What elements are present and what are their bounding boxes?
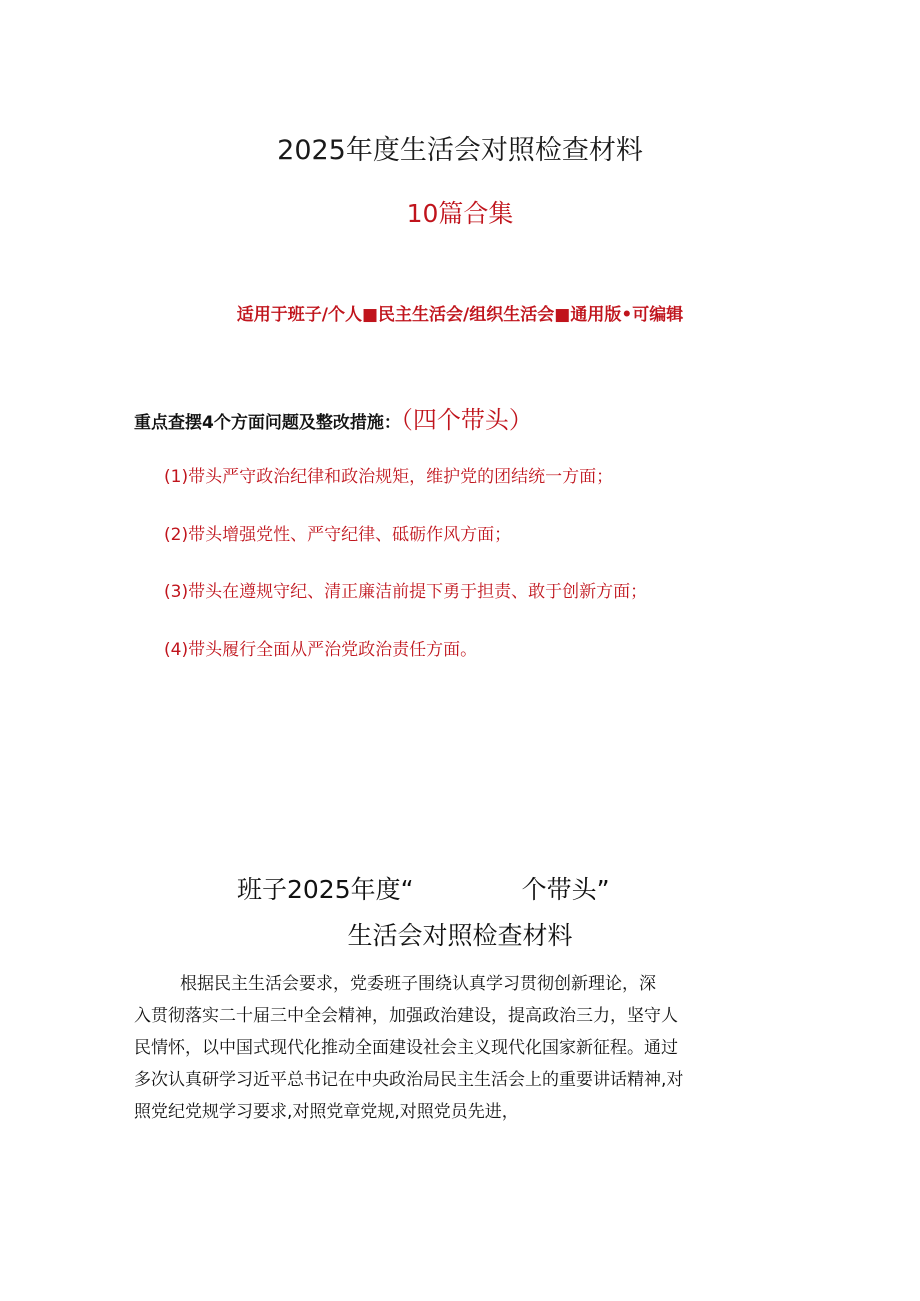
focus-item-4: (4)带头履行全面从严治党政治责任方面。 [164,640,478,660]
paragraph-line: 多次认真研学习近平总书记在中央政治局民主生活会上的重要讲话精神,对 [134,1070,684,1090]
article-heading-part1: 班子2025年度“ [237,875,414,904]
article-paragraph [134,968,794,1128]
document-title: 2025年度生活会对照检查材料 [277,135,643,166]
paragraph-line: 根据民主生活会要求，党委班子围绕认真学习贯彻创新理论，深 [180,974,656,994]
focus-item-1: (1)带头严守政治纪律和政治规矩，维护党的团结统一方面； [164,467,614,487]
focus-paren: （四个带头） [400,406,533,434]
article-heading-line2: 生活会对照检查材料 [347,921,573,950]
collection-subtitle: 10篇合集 [406,199,514,228]
focus-item-2: (2)带头增强党性、严守纪律、砥砺作风方面； [164,525,512,545]
article-heading-part2: 个带头” [521,875,610,904]
usage-tagline: 适用于班子/个人■民主生活会/组织生活会■通用版•可编辑 [236,305,684,325]
focus-label: 重点查摆4个方面问题及整改措施： [134,413,401,433]
focus-heading [134,400,533,435]
paragraph-line: 入贯彻落实二十届三中全会精神，加强政治建设，提高政治三力，坚守人 [134,1006,678,1026]
paragraph-line: 照党纪党规学习要求,对照党章党规,对照党员先进， [134,1102,519,1122]
article-heading-line1 [237,870,610,906]
paragraph-line: 民情怀，以中国式现代化推动全面建设社会主义现代化国家新征程。通过 [134,1038,678,1058]
focus-item-3: (3)带头在遵规守纪、清正廉洁前提下勇于担责、敢于创新方面； [164,582,648,602]
